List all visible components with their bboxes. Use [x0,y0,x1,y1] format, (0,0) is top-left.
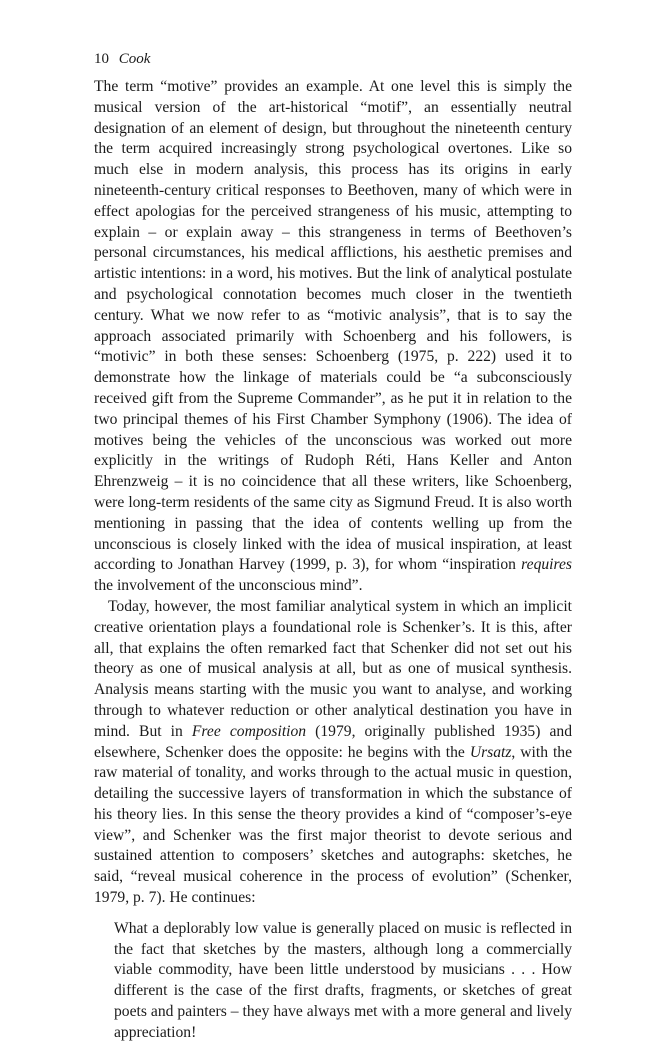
text-span-italic: Ursatz [469,743,512,761]
text-span: (1979, originally published 1935) and elsewhere, Schenker does the opposite: he begins with the [94,722,573,761]
running-author: Cook [118,51,151,67]
text-span-italic: requires [521,556,572,574]
block-quote [114,919,572,1044]
page-number: 10 [94,51,109,67]
paragraph-1 [94,77,572,597]
text-span: the involvement of the unconscious mind”. [94,577,363,595]
paragraph-2 [94,597,572,909]
text-span: The term “motive” provides an example. At one level this is simply the musical version of the art-historical “motif”, an essentially neutral designation of an element of design, but throughout the nineteenth century the term acquired increasingly strong psychological overtones. Like so much else in modern analysis, this process has its origins in early nineteenth-century critical responses to Beethoven, many of which were in effect apologias for the perceived strangeness of his music, attempting to explain – or explain away – this strangeness in terms of Beethoven’s personal circumstances, his medical afflictions, his aesthetic premises and artistic intentions: in a word, his motives. But the link of analytical postulate and psychological connotation becomes much closer in the twentieth century. What we now refer to as “motivic analysis”, that is to say the approach associated primarily with Schoenberg and his followers, is “motivic” in both these senses: Schoenberg (1975, p. 222) used it to demonstrate how the linkage of materials could be “a subconsciously received gift from the Supreme Commander”, as he put it in relation to the two principal themes of his First Chamber Symphony (1906). The idea of motives being the vehicles of the unconscious was worked out more explicitly in the writings of Rudoph Réti, Hans Keller and Anton Ehrenzweig – it is no coincidence that all these writers, like Schoenberg, were long-term residents of the same city as Sigmund Freud. It is also worth mentioning in passing that the idea of contents welling up from the unconscious is closely linked with the idea of musical inspiration, at least according to Jonathan Harvey (1999, p. 3), for whom “inspiration [94,78,572,574]
text-span: , with the raw material of tonality, and works through to the actual music in question, detailing the successive layers of transformation in which the substance of his theory lies. In this sense the theory provides a kind of “composer’s-eye view”, and Schenker was the first major theorist to devote serious and sustained attention to composers’ sketches and autographs: sketches, he said, “reveal musical coherence in the process of evolution” (Schenker, 1979, p. 7). He continues: [94,743,572,907]
text-span: Today, however, the most familiar analytical system in which an implicit creative orientation plays a foundational role is Schenker’s. It is this, after all, that explains the often remarked fact that Schenker did not set out his theory as one of musical analysis at all, but as one of musical synthesis. Analysis means starting with the music you want to analyse, and working through to whatever reduction or other analytical destination you have in mind. But in [94,597,572,740]
page [94,50,572,1044]
running-head [94,50,572,68]
text-span-italic: Free composition [191,722,307,740]
quote-text: What a deplorably low value is generally placed on music is reflected in the fact that sketches by the masters, although long a commercially viable commodity, have been little understood by musicians . . . How different is the case of the first drafts, fragments, or sketches of great poets and painters – they have always met with a more general and lively appreciation! [114,919,572,1041]
